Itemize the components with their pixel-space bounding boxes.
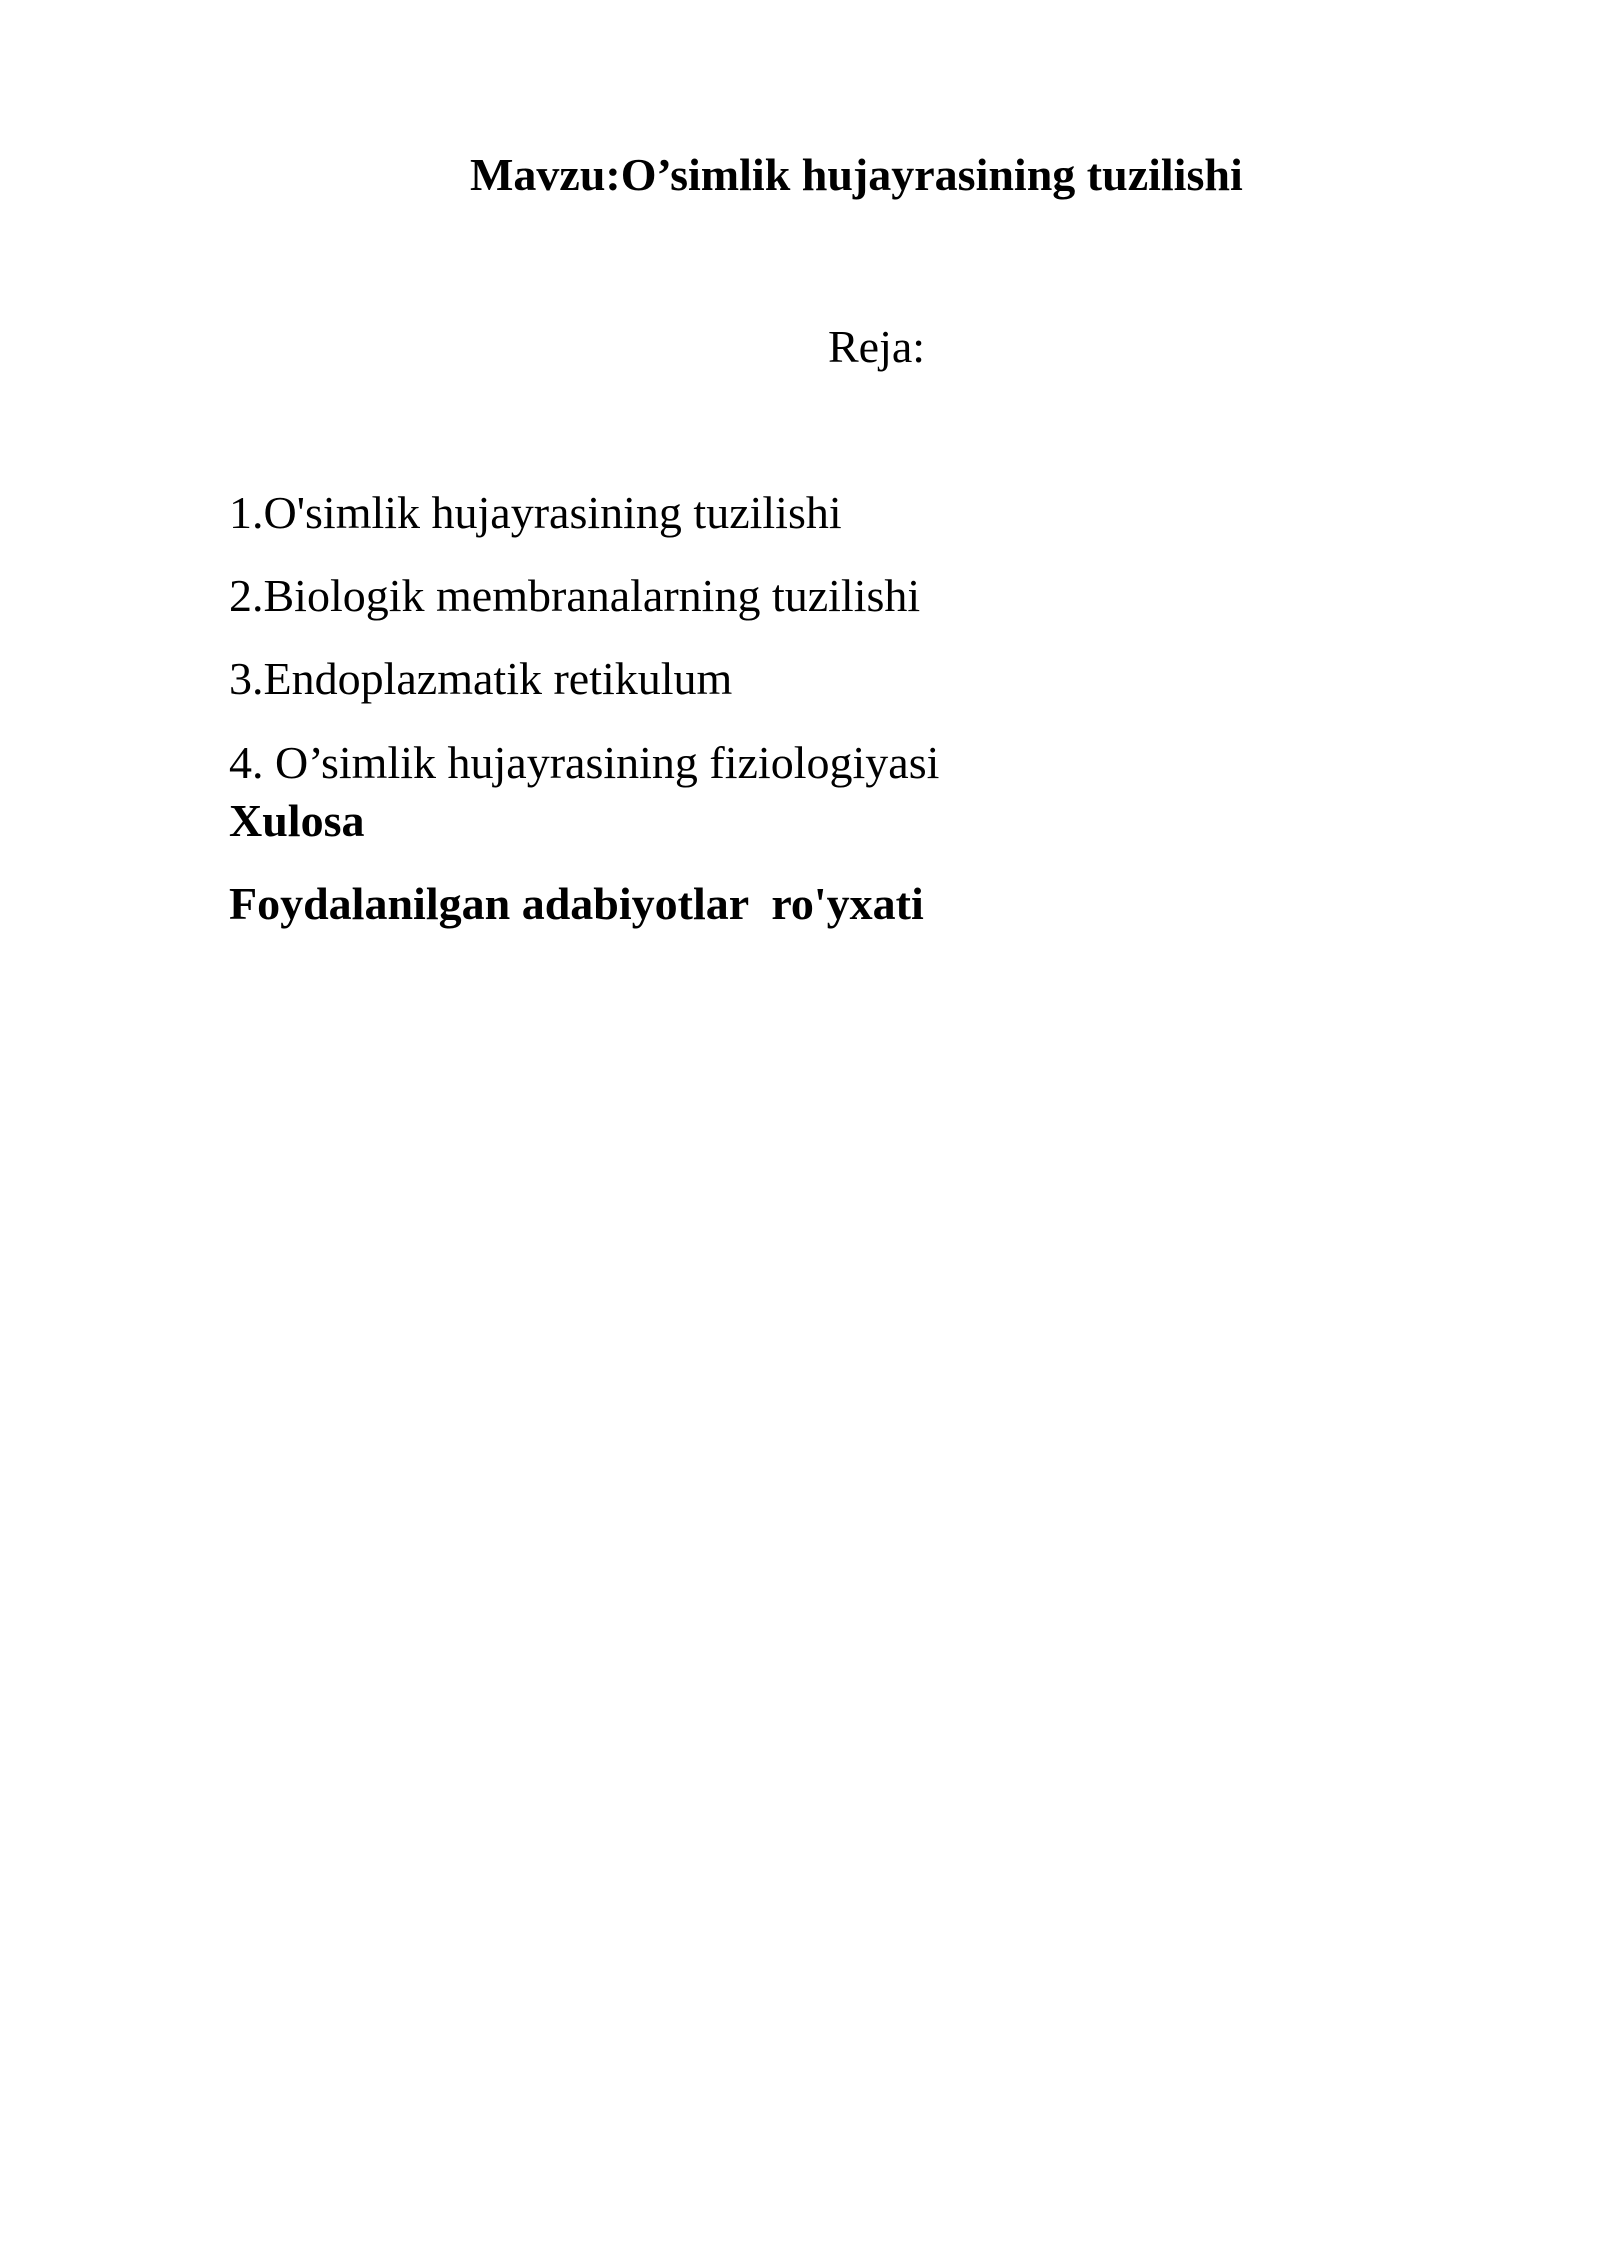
plan-heading: Reja: bbox=[828, 321, 926, 372]
conclusion-heading: Xulosa bbox=[229, 795, 365, 846]
plan-item: 1.O'simlik hujayrasining tuzilishi bbox=[229, 487, 842, 538]
plan-item: 3.Endoplazmatik retikulum bbox=[229, 653, 733, 704]
plan-item: 4. O’simlik hujayrasining fiziologiyasi bbox=[229, 737, 940, 788]
document-title: Mavzu:O’simlik hujayrasining tuzilishi bbox=[470, 149, 1243, 200]
references-heading: Foydalanilgan adabiyotlar ro'yxati bbox=[229, 878, 924, 929]
plan-item: 2.Biologik membranalarning tuzilishi bbox=[229, 570, 921, 621]
